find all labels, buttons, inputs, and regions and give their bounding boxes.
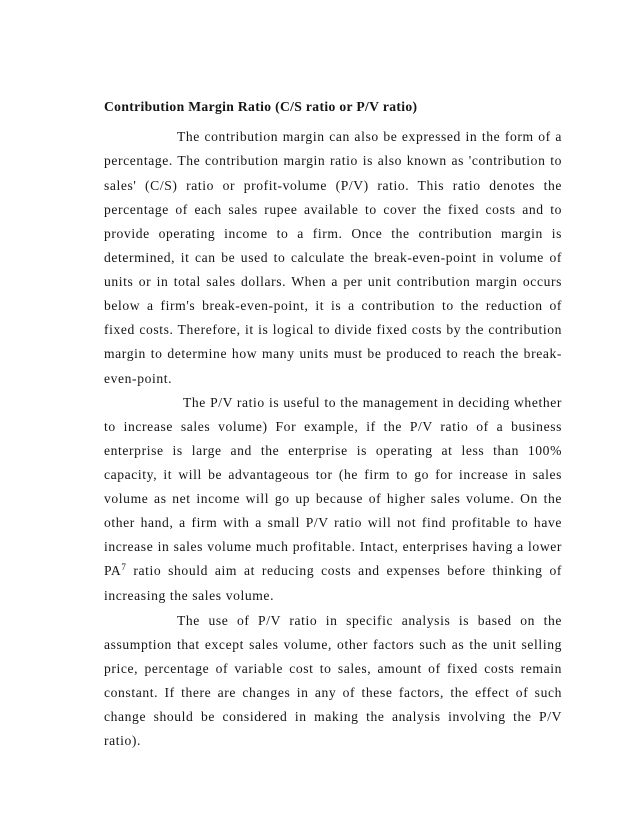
footnote-marker: 7 <box>121 562 127 572</box>
text-line: even-point. <box>104 371 173 386</box>
text-line: The P/V ratio is useful to the management in deciding whether <box>183 395 562 410</box>
text-line: other hand, a firm with a small P/V ratio will not find profitable to have <box>104 515 562 530</box>
text-fragment: PA <box>104 563 122 578</box>
text-line: percentage of each sales rupee available to cover the fixed costs and to <box>104 202 562 217</box>
text-line: change should be considered in making the analysis involving the P/V <box>104 709 562 724</box>
text-line: assumption that except sales volume, other factors such as the unit selling <box>104 637 562 652</box>
text-line: margin to determine how many units must be produced to reach the break- <box>104 346 562 361</box>
text-line: constant. If there are changes in any of these factors, the effect of such <box>104 685 562 700</box>
text-line: price, percentage of variable cost to sales, amount of fixed costs remain <box>104 661 562 676</box>
text-line: volume as net income will go up because of higher sales volume. On the <box>104 491 562 506</box>
text-line-with-footnote <box>104 563 562 579</box>
text-line: increasing the sales volume. <box>104 588 275 603</box>
text-line: below a firm's break-even-point, it is a contribution to the reduction of <box>104 298 562 313</box>
text-line: sales' (C/S) ratio or profit-volume (P/V) ratio. This ratio denotes the <box>104 178 562 193</box>
text-line: capacity, it will be advantageous tor (he firm to go for increase in sales <box>104 467 562 482</box>
text-line: to increase sales volume) For example, if the P/V ratio of a business <box>104 419 562 434</box>
text-line: fixed costs. Therefore, it is logical to divide fixed costs by the contribution <box>104 322 562 337</box>
text-line: The use of P/V ratio in specific analysis is based on the <box>177 613 562 628</box>
text-line: increase in sales volume much profitable. Intact, enterprises having a lower <box>104 539 562 554</box>
text-line: units or in total sales dollars. When a per unit contribution margin occurs <box>104 274 562 289</box>
text-line: ratio). <box>104 733 142 748</box>
text-line: determined, it can be used to calculate the break-even-point in volume of <box>104 250 562 265</box>
section-heading: Contribution Margin Ratio (C/S ratio or P/V ratio) <box>104 99 418 114</box>
text-line: percentage. The contribution margin ratio is also known as 'contribution to <box>104 153 562 168</box>
text-line: enterprise is large and the enterprise is operating at less than 100% <box>104 443 562 458</box>
text-fragment: ratio should aim at reducing costs and expenses before thinking of <box>133 563 562 578</box>
text-line: The contribution margin can also be expressed in the form of a <box>177 129 562 144</box>
text-line: provide operating income to a firm. Once the contribution margin is <box>104 226 562 241</box>
